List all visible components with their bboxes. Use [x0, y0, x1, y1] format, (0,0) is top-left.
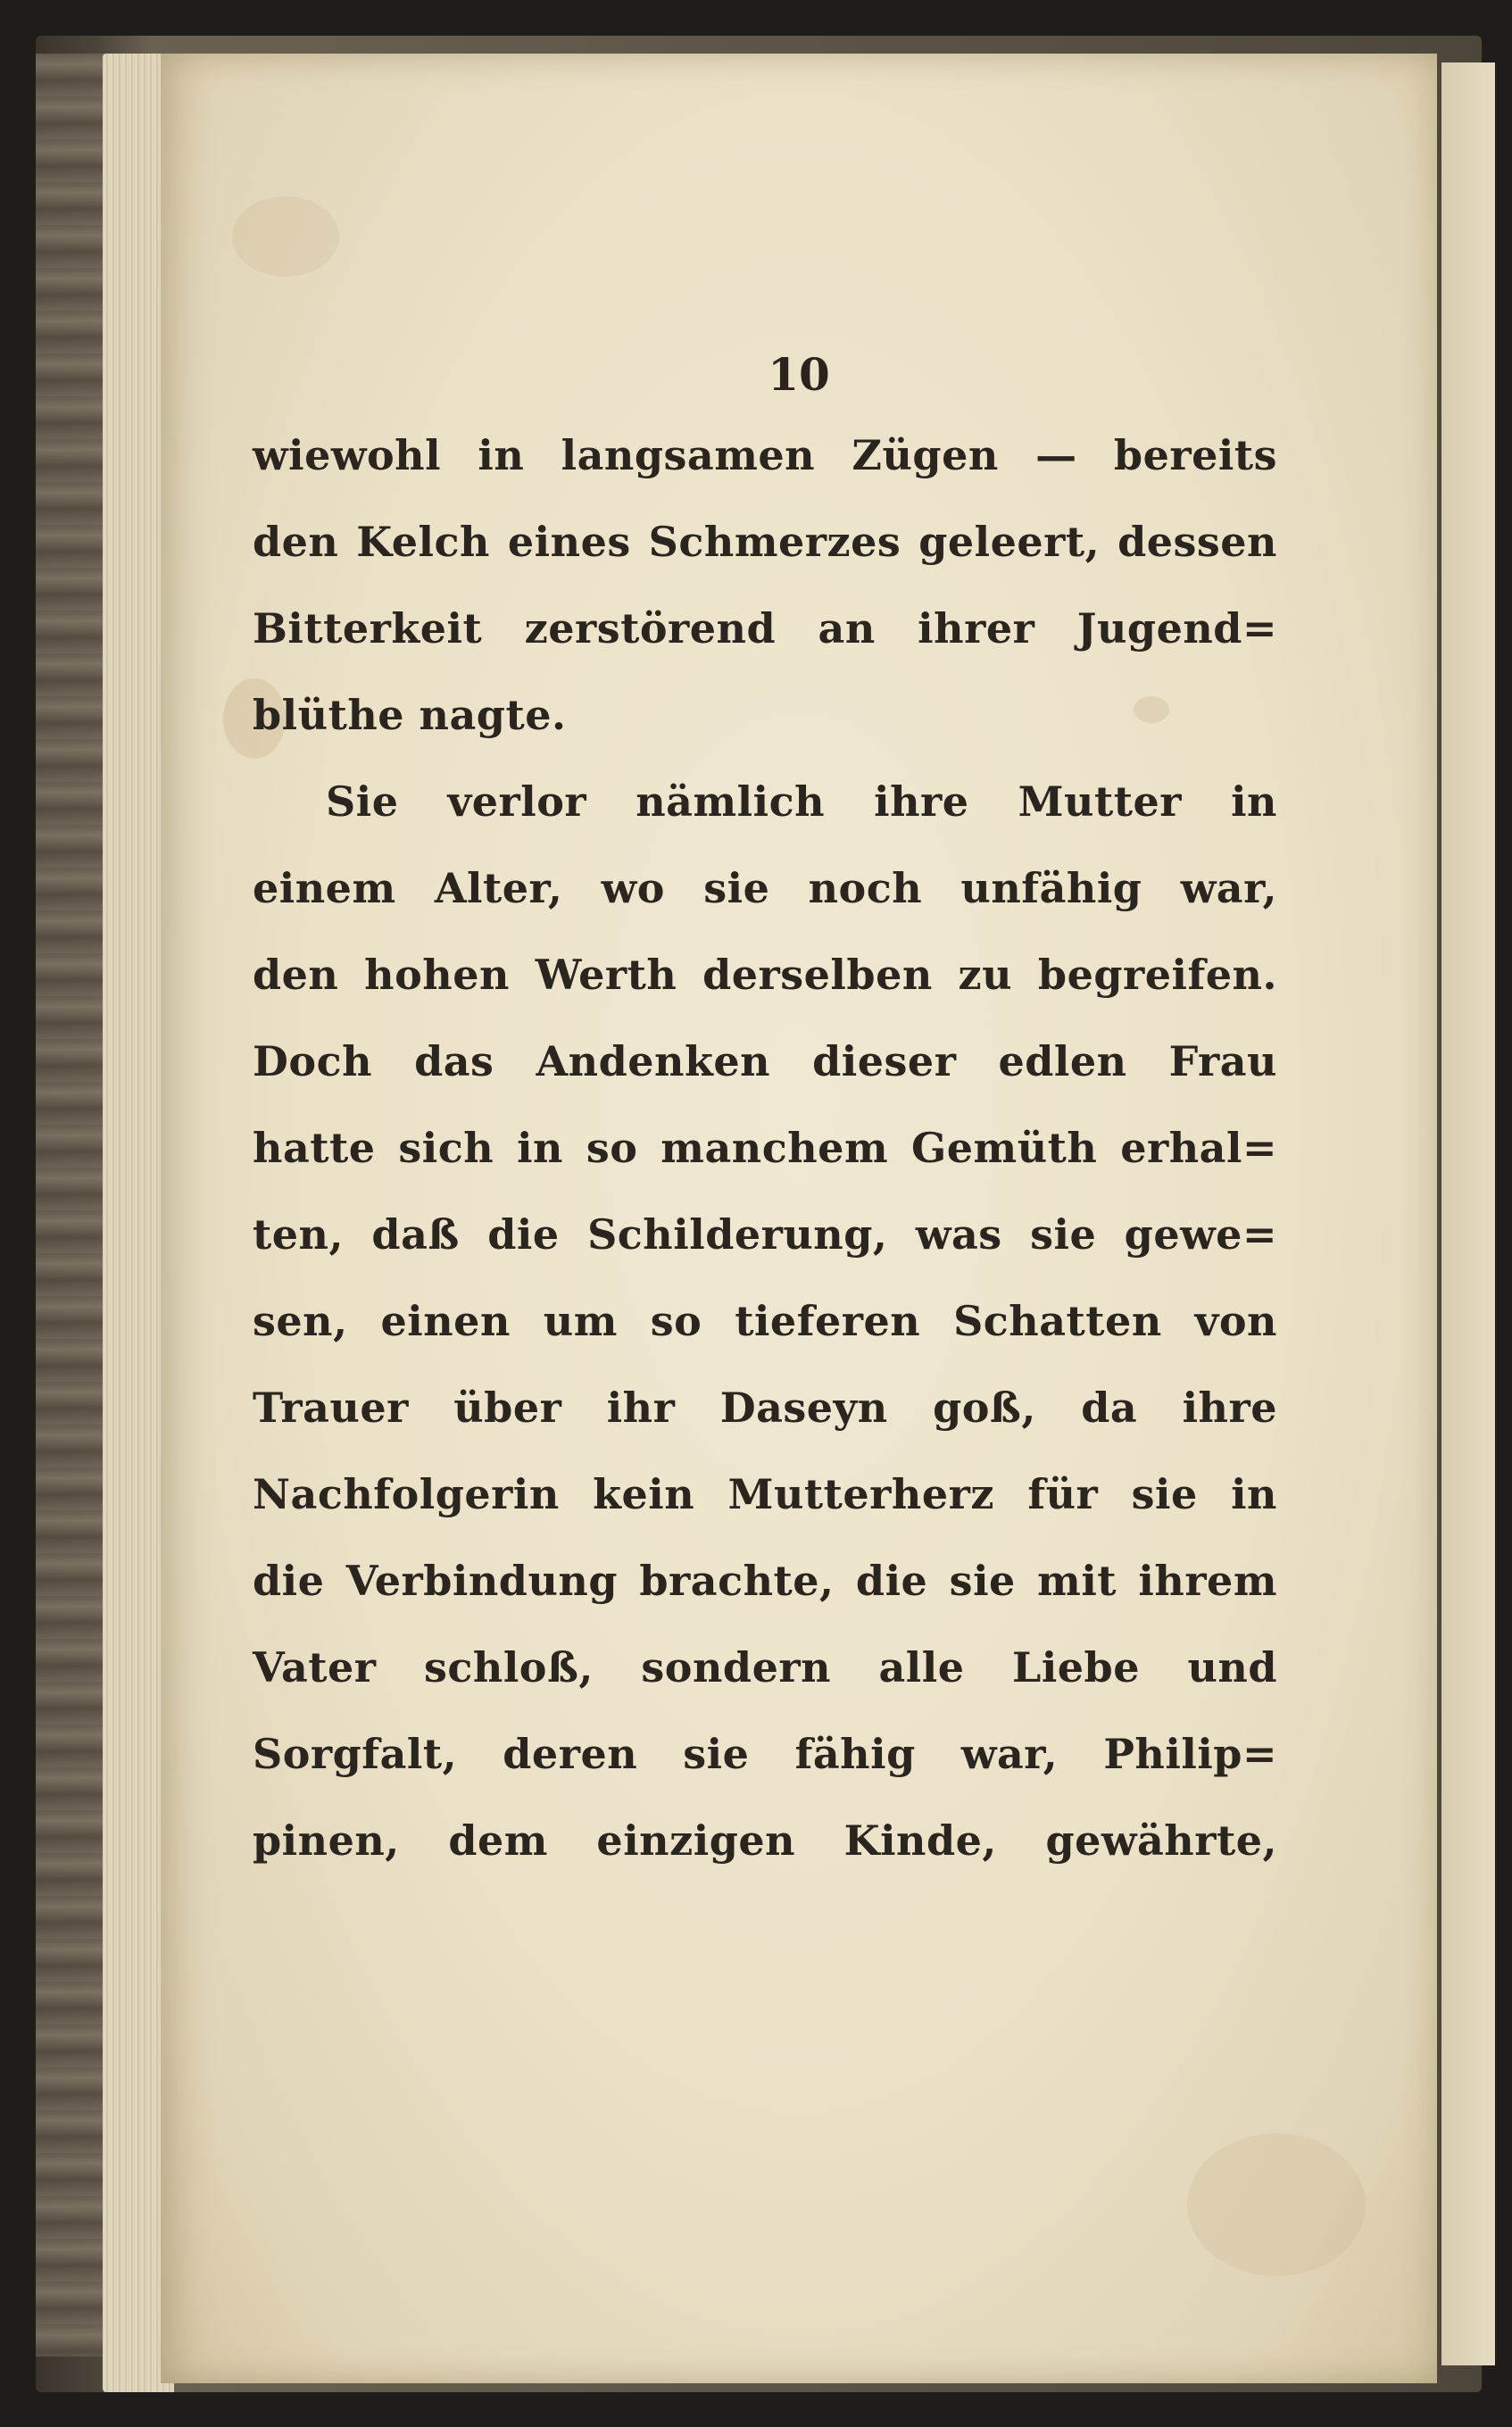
text-line: Sie verlor nämlich ihre Mutter in	[326, 777, 1277, 826]
body-text	[253, 412, 1277, 1884]
text-line: wiewohl in langsamen Zügen — bereits	[253, 431, 1277, 479]
text-line: Bitterkeit zerstörend an ihrer Jugend=	[253, 604, 1277, 652]
text-line: ten, daß die Schilderung, was sie gewe=	[253, 1210, 1277, 1259]
text-line: Vater schloß, sondern alle Liebe und	[253, 1643, 1277, 1691]
text-line: Doch das Andenken dieser edlen Frau	[253, 1037, 1277, 1085]
text-line: Sorgfalt, deren sie fähig war, Philip=	[253, 1730, 1277, 1778]
foxing-stain	[232, 196, 339, 277]
text-line: Trauer über ihr Daseyn goß, da ihre	[253, 1384, 1277, 1432]
text-line: den hohen Werth derselben zu begreifen.	[253, 951, 1277, 999]
text-line: die Verbindung brachte, die sie mit ihrem	[253, 1557, 1277, 1605]
text-line: den Kelch eines Schmerzes geleert, dessen	[253, 518, 1277, 566]
text-line: blüthe nagte.	[253, 691, 567, 739]
text-line: einem Alter, wo sie noch unfähig war,	[253, 864, 1277, 912]
book-spine	[36, 54, 107, 2356]
facing-page-edge	[1441, 62, 1495, 2365]
text-line: pinen, dem einzigen Kinde, gewährte,	[253, 1816, 1277, 1865]
text-line: hatte sich in so manchem Gemüth erhal=	[253, 1124, 1277, 1172]
text-line: sen, einen um so tieferen Schatten von	[253, 1297, 1277, 1345]
foxing-stain	[1187, 2133, 1366, 2276]
text-line: Nachfolgerin kein Mutterherz für sie in	[253, 1470, 1277, 1518]
page-number: 10	[768, 348, 830, 401]
